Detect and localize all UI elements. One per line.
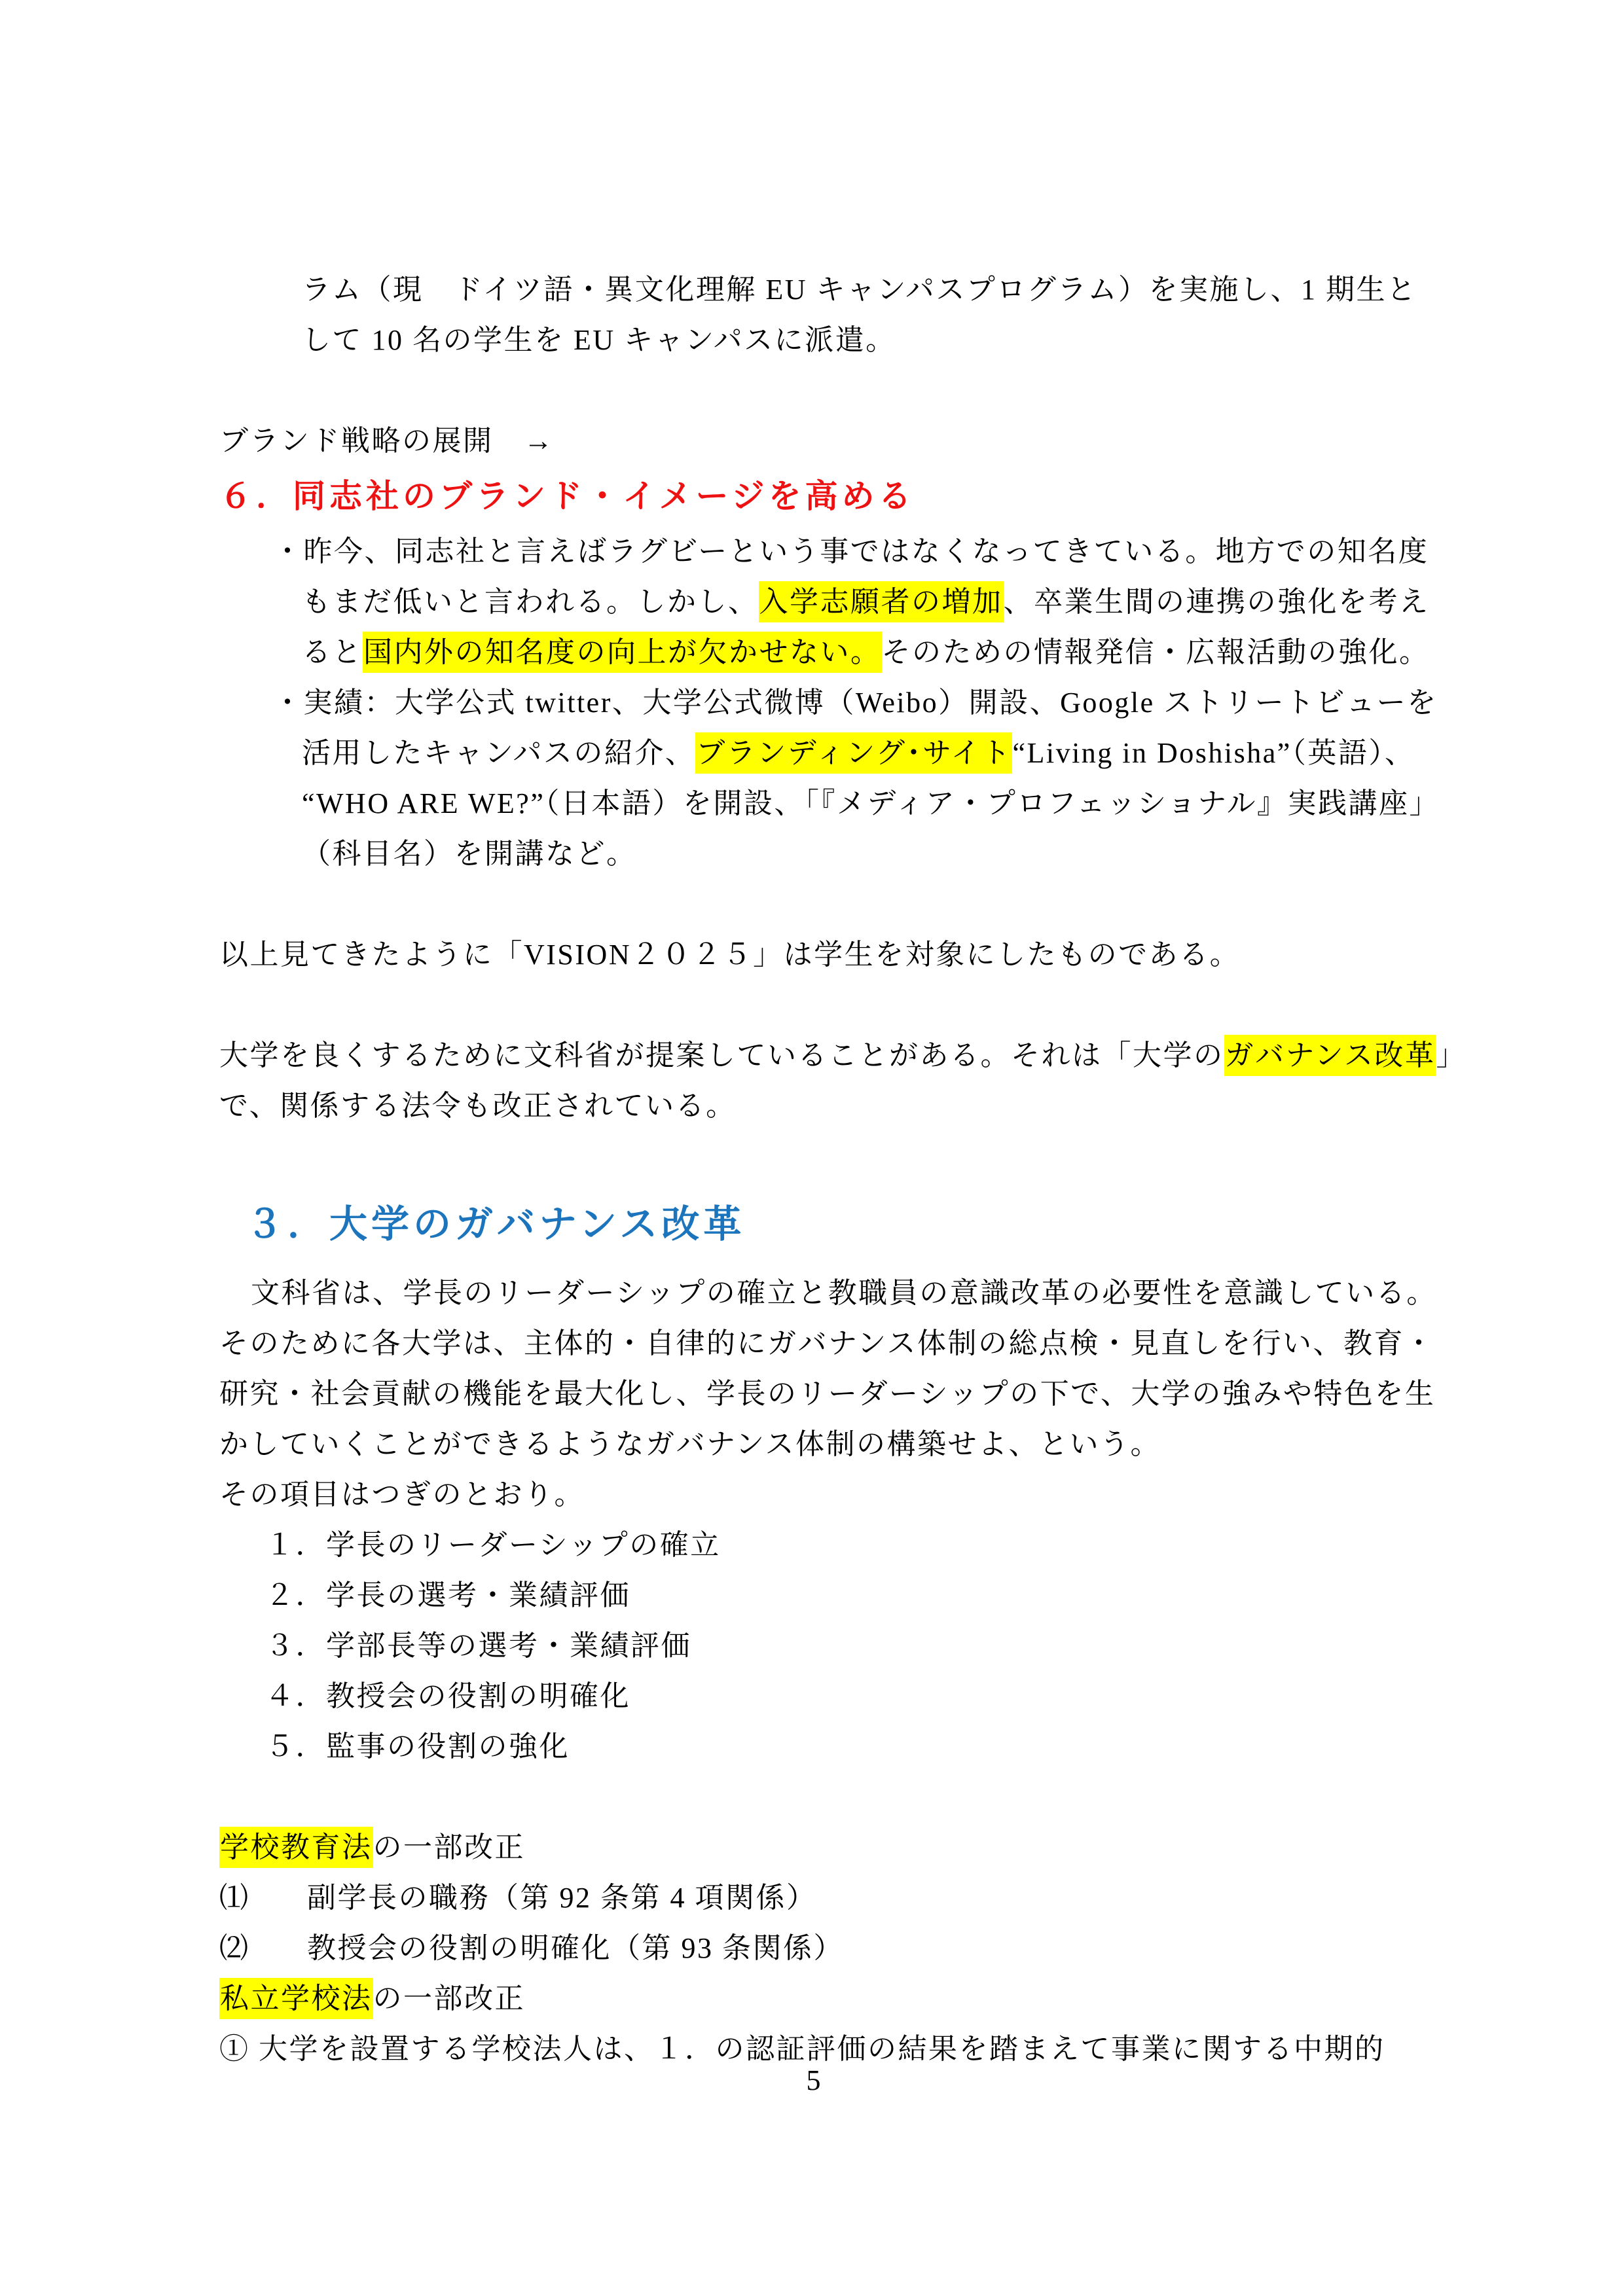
- page-number: 5: [806, 2064, 821, 2096]
- body-line: [219, 1081, 1410, 1131]
- highlighted-text: 学校教育法: [219, 1827, 373, 1868]
- body-line: [219, 1318, 1435, 1369]
- text-segment: そのための情報発信・広報活動の強化。: [881, 636, 1430, 668]
- text-segment: もまだ低いと言われる。しかし、: [302, 586, 759, 618]
- numbered-item: [219, 1721, 1410, 1772]
- body-line: [219, 1268, 1437, 1318]
- text-segment: して 10 名の学生を EU キャンパスに派遣。: [302, 324, 896, 356]
- body-line: [219, 1030, 1467, 1081]
- text-segment: ３．大学のガバナンス改革: [246, 1203, 746, 1246]
- law-item-marker: ⑴: [219, 1882, 248, 1914]
- blank-line: [219, 365, 1410, 416]
- text-segment: 、卒業生間の連携の強化を考え: [1003, 586, 1430, 618]
- text-segment: ６．同志社のブランド・イメージを高める: [219, 478, 915, 514]
- law-item: [219, 1873, 1410, 1923]
- body-line: [219, 416, 1410, 466]
- text-segment: ５．監事の役割の強化: [265, 1731, 570, 1763]
- bullet-line: [219, 526, 1429, 577]
- numbered-item: [219, 1520, 1410, 1570]
- text-segment: 教授会の役割の明確化（第 93 条関係）: [307, 1932, 844, 1964]
- body-line: [219, 1469, 1410, 1520]
- text-segment: の一部改正: [373, 1982, 525, 2015]
- highlighted-text: ブランディング･サイト: [695, 732, 1012, 774]
- text-segment: そのために各大学は、主体的・自律的にガバナンス体制の総点検・見直しを行い、教育・: [219, 1327, 1435, 1359]
- highlighted-text: 入学志願者の増加: [759, 581, 1004, 622]
- text-segment: かしていくことができるようなガバナンス体制の構築せよ、という。: [219, 1428, 1161, 1460]
- body-line: [219, 264, 1417, 315]
- text-segment: の一部改正: [373, 1831, 525, 1863]
- bullet-line: [219, 577, 1430, 627]
- blank-line: [219, 980, 1410, 1030]
- text-segment: １．学長のリーダーシップの確立: [265, 1529, 721, 1561]
- text-segment: ４．教授会の役割の明確化: [265, 1680, 630, 1712]
- text-segment: 以上見てきたように「VISION２０２５」は学生を対象にしたものである。: [219, 939, 1241, 971]
- blank-line: [219, 1772, 1410, 1822]
- blank-line: [219, 879, 1410, 929]
- text-segment: ラム（現 ドイツ語・異文化理解 EU キャンパスプログラム）を実施し、1 期生と: [302, 274, 1417, 306]
- text-segment: その項目はつぎのとおり。: [219, 1479, 585, 1511]
- text-segment: 活用したキャンパスの紹介、: [302, 737, 696, 769]
- text-segment: 」: [1436, 1039, 1467, 1071]
- highlighted-text: 私立学校法: [219, 1978, 373, 2019]
- text-segment: ると: [302, 636, 363, 668]
- text-segment: ・実績：大学公式 twitter、大学公式微博（Weibo）開設、Google ストリートビューを: [273, 687, 1438, 719]
- highlighted-text: 国内外の知名度の向上が欠かせない。: [363, 632, 882, 673]
- bullet-line: [219, 829, 1410, 879]
- bullet-line: [219, 677, 1438, 728]
- text-segment: “WHO ARE WE?”（日本語）を開設、「『メディア・プロフェッショナル』実践講座」: [302, 787, 1440, 819]
- text-segment: で、関係する法令も改正されている。: [219, 1090, 737, 1122]
- text-segment: ・昨今、同志社と言えばラグビーという事ではなくなってきている。地方での知名度: [273, 535, 1429, 567]
- text-segment: ３．学部長等の選考・業績評価: [265, 1630, 691, 1662]
- text-segment: ① 大学を設置する学校法人は、１．の認証評価の結果を踏まえて事業に関する中期的: [219, 2033, 1385, 2065]
- red-section-heading: [219, 466, 1410, 526]
- body-line: [219, 929, 1410, 980]
- body-line: [219, 1419, 1410, 1469]
- bullet-line: [219, 728, 1415, 778]
- document-text-block: [219, 264, 1467, 2074]
- text-segment: 大学を良くするために文科省が提案していることがある。それは「大学の: [219, 1039, 1224, 1071]
- body-line: [219, 1369, 1436, 1419]
- bullet-line: [219, 778, 1440, 829]
- blank-line: [219, 1131, 1410, 1181]
- law-item: [219, 1923, 1410, 1973]
- text-segment: ２．学長の選考・業績評価: [265, 1579, 630, 1611]
- numbered-item: [219, 1621, 1410, 1671]
- highlighted-text: ガバナンス改革: [1224, 1035, 1436, 1076]
- numbered-item: [219, 1671, 1410, 1721]
- text-segment: “Living in Doshisha”（英語）、: [1012, 737, 1415, 769]
- law-item-marker: ⑵: [219, 1932, 248, 1964]
- blue-section-heading: [219, 1181, 1410, 1268]
- body-line: [219, 315, 1410, 365]
- body-line: [219, 1822, 1410, 1873]
- body-line: [219, 1973, 1410, 2024]
- text-segment: （科目名）を開講など。: [302, 838, 637, 870]
- text-segment: 研究・社会貢献の機能を最大化し、学長のリーダーシップの下で、大学の強みや特色を生: [219, 1378, 1436, 1410]
- text-segment: ブランド戦略の展開 →: [219, 425, 555, 457]
- bullet-line: [219, 627, 1430, 677]
- numbered-item: [219, 1570, 1410, 1621]
- text-segment: 文科省は、学長のリーダーシップの確立と教職員の意識改革の必要性を意識している。: [251, 1277, 1437, 1309]
- text-segment: 副学長の職務（第 92 条第 4 項関係）: [307, 1882, 817, 1914]
